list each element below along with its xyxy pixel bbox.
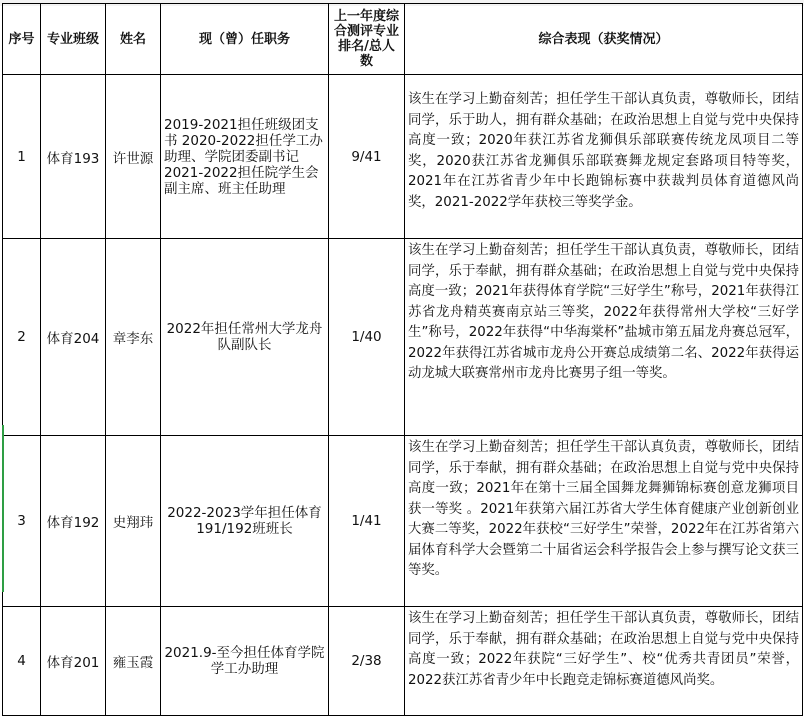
cell-rank[interactable]: 9/41 xyxy=(329,75,405,239)
cell-class[interactable]: 体育193 xyxy=(41,75,106,239)
cell-index[interactable]: 3 xyxy=(3,436,41,607)
cell-index[interactable]: 1 xyxy=(3,75,41,239)
header-duty[interactable]: 现（曾）任职务 xyxy=(161,4,329,75)
header-name[interactable]: 姓名 xyxy=(106,4,161,75)
selection-edge xyxy=(2,425,4,592)
cell-performance[interactable]: 该生在学习上勤奋刻苦；担任学生干部认真负责，尊敬师长，团结同学，乐于奉献，拥有群众基础；在政治思想上自觉与党中央保持高度一致；2022年获院“三好学生”、校“优秀共青团员”荣誉，2022获江苏省青少年中长跑竞走锦标赛道德风尚奖。 xyxy=(405,607,803,716)
cell-name[interactable]: 许世源 xyxy=(106,75,161,239)
cell-performance[interactable]: 该生在学习上勤奋刻苦；担任学生干部认真负责，尊敬师长，团结同学，乐于奉献，拥有群众基础；在政治思想上自觉与党中央保持高度一致；2021年在第十三届全国舞龙舞狮锦标赛创意龙狮项目获一等奖 。2021年获第六届江苏省大学生体育健康产业创新创业大赛二等奖，2022年获校“三好学生”荣誉，2022年在江苏省第六届体育科学大会暨第二十届省运会科学报告会上参与撰写论文获三等奖。 xyxy=(405,436,803,607)
cell-performance[interactable]: 该生在学习上勤奋刻苦；担任学生干部认真负责，尊敬师长，团结同学，乐于奉献，拥有群众基础；在政治思想上自觉与党中央保持高度一致；2021年获得体育学院“三好学生”称号，2021年获得江苏省龙舟精英赛南京站三等奖，2022年获得常州大学校“三好学生”称号，2022年获得“中华海棠杯”盐城市第五届龙舟赛总冠军，2022年获得江苏省城市龙舟公开赛总成绩第二名、2022年获得运动龙城大联赛常州市龙舟比赛男子组一等奖。 xyxy=(405,239,803,436)
awards-table xyxy=(2,3,803,716)
cell-class[interactable]: 体育192 xyxy=(41,436,106,607)
cell-rank[interactable]: 2/38 xyxy=(329,607,405,716)
header-row xyxy=(3,4,803,75)
cell-index[interactable]: 2 xyxy=(3,239,41,436)
table-row xyxy=(3,75,803,239)
cell-name[interactable]: 史翔玮 xyxy=(106,436,161,607)
header-class[interactable]: 专业班级 xyxy=(41,4,106,75)
cell-rank[interactable]: 1/41 xyxy=(329,436,405,607)
table-row xyxy=(3,239,803,436)
cell-duty[interactable]: 2022年担任常州大学龙舟队副队长 xyxy=(161,239,329,436)
header-performance[interactable]: 综合表现（获奖情况） xyxy=(405,4,803,75)
cell-class[interactable]: 体育201 xyxy=(41,607,106,716)
cell-index[interactable]: 4 xyxy=(3,607,41,716)
cell-name[interactable]: 雍玉霞 xyxy=(106,607,161,716)
header-index[interactable]: 序号 xyxy=(3,4,41,75)
cell-performance[interactable]: 该生在学习上勤奋刻苦；担任学生干部认真负责，尊敬师长，团结同学，乐于助人，拥有群众基础；在政治思想上自觉与党中央保持高度一致；2020年获江苏省龙狮俱乐部联赛传统龙凤项目二等奖，2020获江苏省龙狮俱乐部联赛舞龙规定套路项目特等奖，2021年在江苏省青少年中长跑锦标赛中获裁判员体育道德风尚奖，2021-2022学年获校三等奖学金。 xyxy=(405,75,803,239)
cell-duty[interactable]: 2021.9-至今担任体育学院学工办助理 xyxy=(161,607,329,716)
cell-duty[interactable]: 2022-2023学年担任体育191/192班班长 xyxy=(161,436,329,607)
header-rank[interactable]: 上一年度综合测评专业排名/总人数 xyxy=(329,4,405,75)
cell-class[interactable]: 体育204 xyxy=(41,239,106,436)
cell-duty[interactable]: 2019-2021担任班级团支书 2020-2022担任学工办助理、学院团委副书记 2021-2022担任院学生会副主席、班主任助理 xyxy=(161,75,329,239)
cell-rank[interactable]: 1/40 xyxy=(329,239,405,436)
table-row xyxy=(3,436,803,607)
table-row xyxy=(3,607,803,716)
cell-name[interactable]: 章李东 xyxy=(106,239,161,436)
